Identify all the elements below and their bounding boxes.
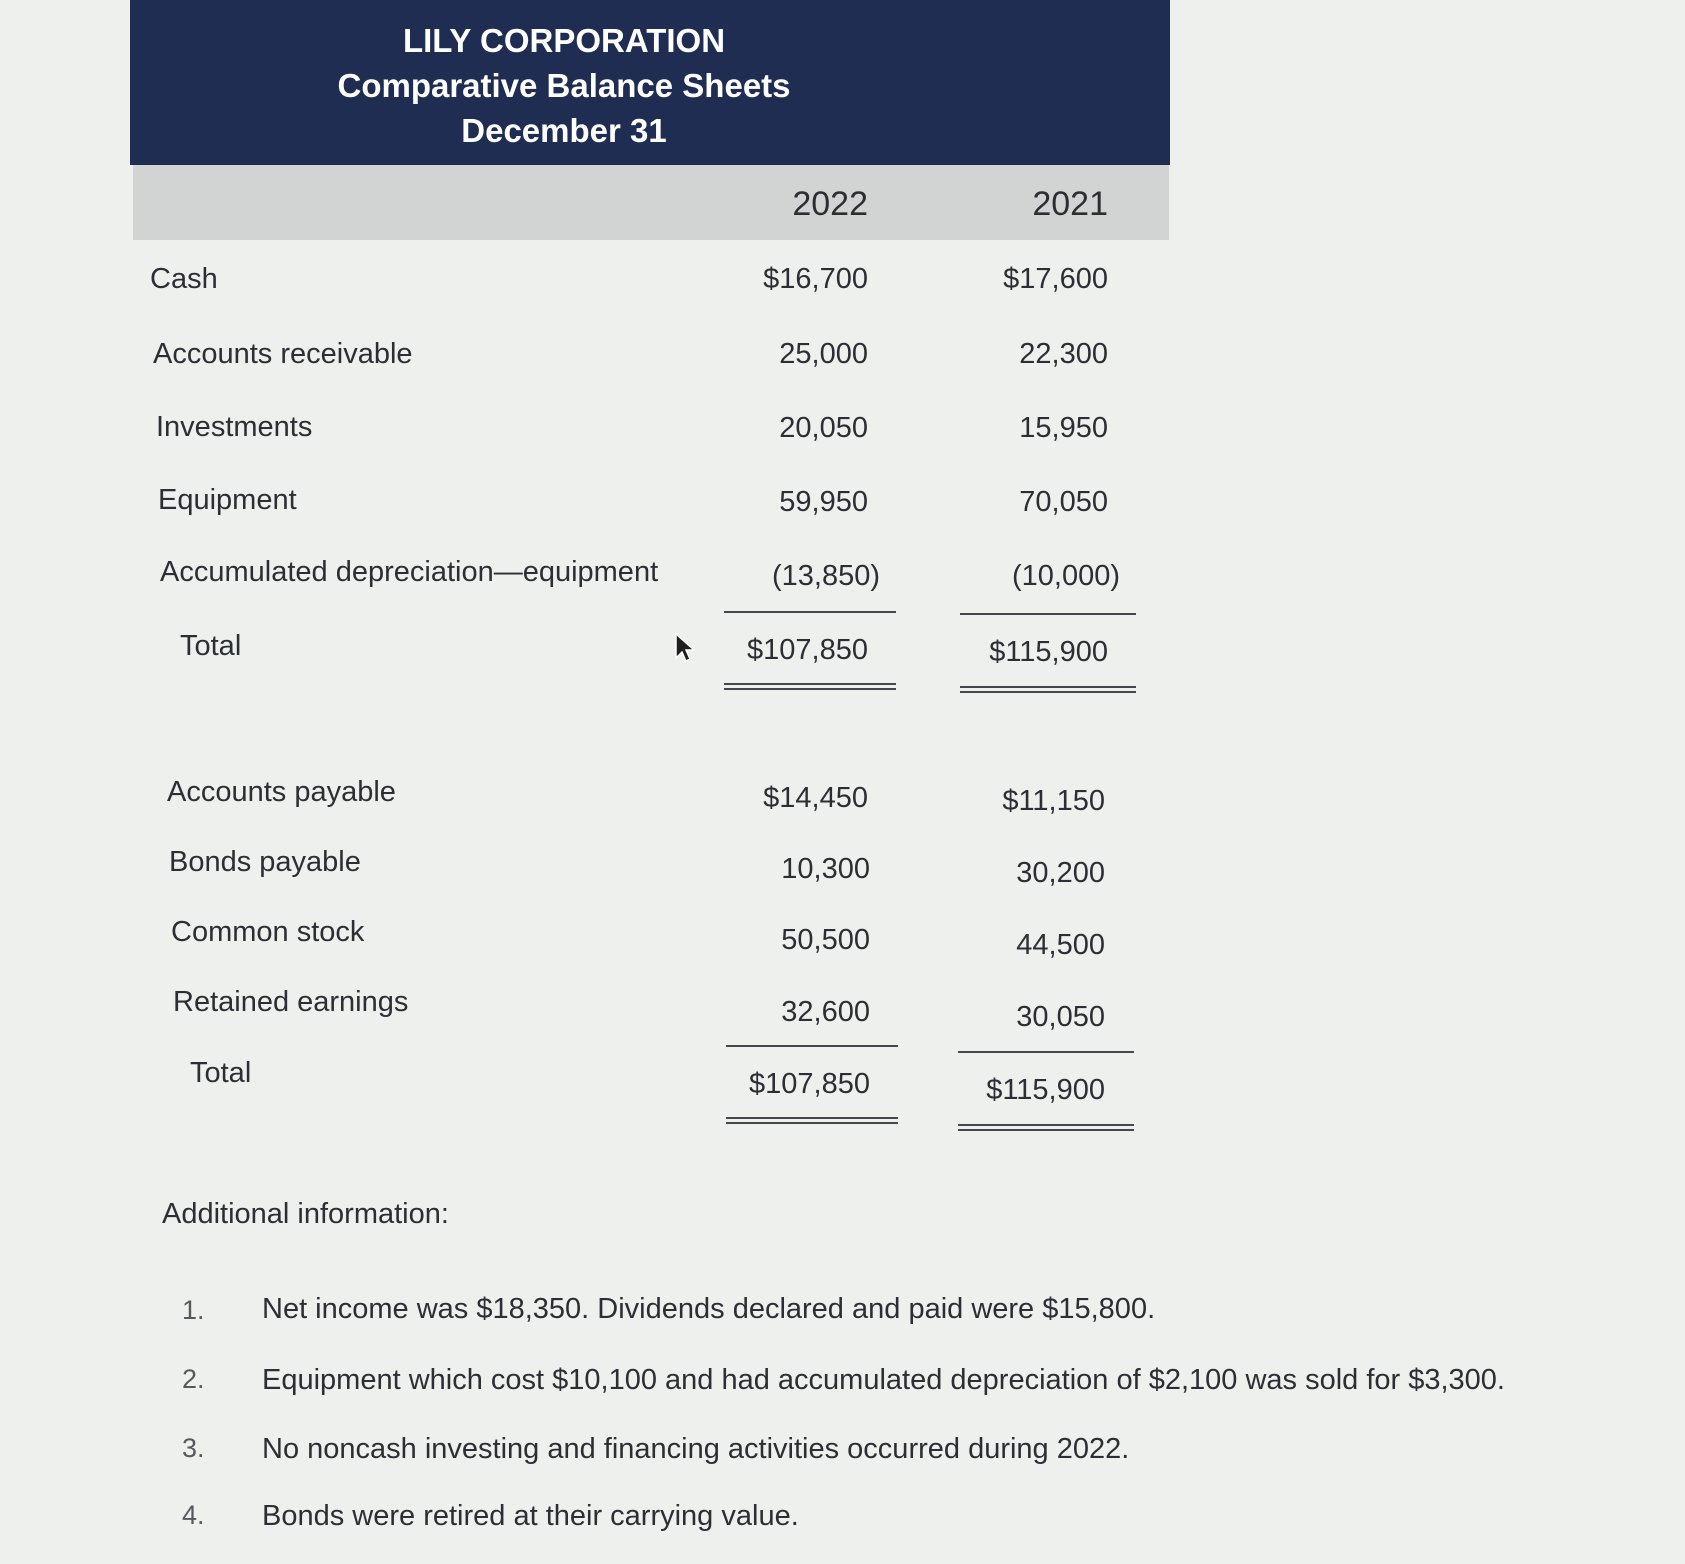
note-text-1: Net income was $18,350. Dividends declared and paid were $15,800. bbox=[262, 1293, 1156, 1325]
total-double-rule-2022 bbox=[724, 683, 896, 690]
accumulated-depreciation-2021: (10,000) bbox=[1011, 560, 1120, 592]
row-label-liabilities-total: Total bbox=[190, 1057, 252, 1089]
column-header-bar bbox=[133, 165, 1169, 240]
accounts-receivable-2021: 22,300 bbox=[1019, 338, 1108, 370]
statement-title: Comparative Balance Sheets bbox=[337, 67, 791, 104]
row-label-accounts-receivable: Accounts receivable bbox=[153, 338, 413, 370]
accounts-payable-2022: $14,450 bbox=[763, 782, 868, 814]
total-double-rule-2021-liabilities bbox=[958, 1124, 1134, 1131]
accounts-receivable-2022: 25,000 bbox=[779, 338, 868, 370]
note-text-2: Equipment which cost $10,100 and had accumulated depreciation of $2,100 was sold for $3,300. bbox=[262, 1364, 1505, 1396]
note-number-1: 1. bbox=[182, 1295, 205, 1325]
statement-date: December 31 bbox=[461, 112, 667, 149]
note-number-2: 2. bbox=[182, 1364, 205, 1394]
liabilities-total-2021: $115,900 bbox=[986, 1074, 1105, 1106]
bonds-payable-2021: 30,200 bbox=[1016, 857, 1105, 889]
retained-earnings-2022: 32,600 bbox=[781, 996, 870, 1028]
equipment-2022: 59,950 bbox=[779, 486, 868, 518]
row-label-cash: Cash bbox=[150, 263, 218, 295]
cash-2022: $16,700 bbox=[763, 263, 868, 295]
assets-total-2022: $107,850 bbox=[747, 634, 868, 666]
common-stock-2021: 44,500 bbox=[1016, 929, 1105, 961]
row-label-retained-earnings: Retained earnings bbox=[173, 986, 409, 1018]
subtotal-rule-2021 bbox=[960, 613, 1136, 615]
year-2022-header: 2022 bbox=[792, 185, 868, 223]
note-text-4: Bonds were retired at their carrying value. bbox=[262, 1500, 799, 1532]
note-number-4: 4. bbox=[182, 1500, 205, 1530]
note-text-3: No noncash investing and financing activities occurred during 2022. bbox=[262, 1433, 1130, 1465]
statement-header bbox=[130, 0, 1170, 165]
row-label-investments: Investments bbox=[156, 411, 313, 443]
total-double-rule-2022-liabilities bbox=[726, 1117, 898, 1124]
row-label-assets-total: Total bbox=[180, 630, 242, 662]
equipment-2021: 70,050 bbox=[1019, 486, 1108, 518]
investments-2022: 20,050 bbox=[779, 412, 868, 444]
row-label-common-stock: Common stock bbox=[171, 916, 365, 948]
company-name: LILY CORPORATION bbox=[402, 22, 726, 59]
row-label-accounts-payable: Accounts payable bbox=[167, 776, 396, 808]
accounts-payable-2021: $11,150 bbox=[1002, 785, 1105, 817]
liabilities-total-2022: $107,850 bbox=[749, 1068, 870, 1100]
total-double-rule-2021 bbox=[960, 686, 1136, 693]
common-stock-2022: 50,500 bbox=[781, 924, 870, 956]
row-label-accumulated-depreciation: Accumulated depreciation—equipment bbox=[160, 556, 659, 588]
subtotal-rule-2021-liabilities bbox=[958, 1051, 1134, 1053]
accumulated-depreciation-2022: (13,850) bbox=[771, 560, 880, 592]
bonds-payable-2022: 10,300 bbox=[781, 853, 870, 885]
subtotal-rule-2022 bbox=[724, 611, 896, 613]
assets-total-2021: $115,900 bbox=[989, 636, 1108, 668]
note-number-3: 3. bbox=[182, 1433, 205, 1463]
row-label-bonds-payable: Bonds payable bbox=[169, 846, 361, 878]
row-label-equipment: Equipment bbox=[158, 484, 297, 516]
cash-2021: $17,600 bbox=[1003, 263, 1108, 295]
investments-2021: 15,950 bbox=[1019, 412, 1108, 444]
additional-information-heading: Additional information: bbox=[162, 1198, 449, 1230]
subtotal-rule-2022-liabilities bbox=[726, 1045, 898, 1047]
retained-earnings-2021: 30,050 bbox=[1016, 1001, 1105, 1033]
year-2021-header: 2021 bbox=[1032, 185, 1108, 223]
